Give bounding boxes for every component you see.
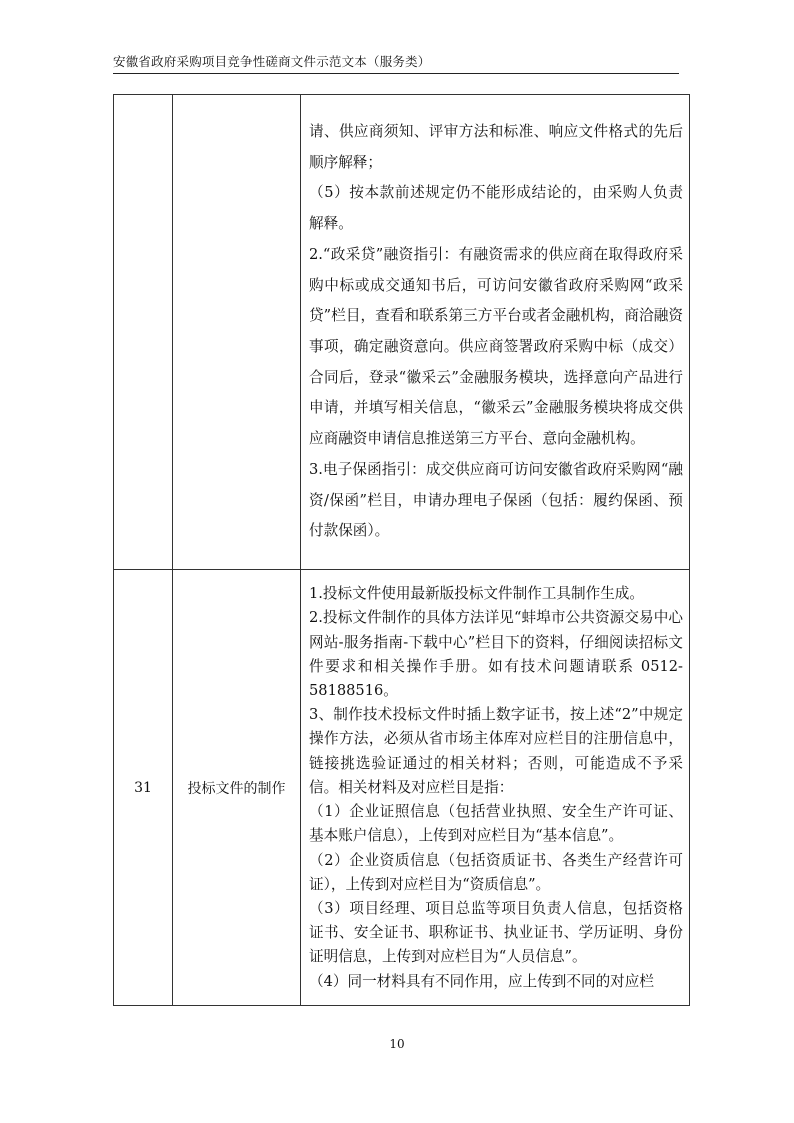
row-number-cell [114, 95, 173, 570]
content-paragraph: 2.投标文件制作的具体方法详见“蚌埠市公共资源交易中心网站-服务指南-下载中心”栏目下的资料，仔细阅读招标文件要求和相关操作手册。如有技术问题请联系 0512-58188516。 [309, 609, 683, 700]
content-paragraph: 3.电子保函指引：成交供应商可访问安徽省政府采购网“融资/保函”栏目，申请办理电子保函（包括：履约保函、预付款保函）。 [309, 460, 683, 540]
content-paragraph: 1.投标文件使用最新版投标文件制作工具制作生成。 [309, 585, 644, 603]
row-content-cell [301, 570, 690, 1006]
content-paragraph: （1）企业证照信息（包括营业执照、安全生产许可证、基本账户信息），上传到对应栏目为“基本信息”。 [309, 803, 683, 845]
content-paragraph: （2）企业资质信息（包括资质证书、各类生产经营许可证），上传到对应栏目为“资质信息”。 [309, 851, 683, 893]
content-paragraph: 2.“政采贷”融资指引：有融资需求的供应商在取得政府采购中标或成交通知书后，可访问安徽省政府采购网“政采贷”栏目，查看和联系第三方平台或者金融机构，商洽融资事项，确定融资意向。供应商签署政府采购中标（成交）合同后，登录“徽采云”金融服务模块，选择意向产品进行申请，并填写相关信息，“徽采云”金融服务模块将成交供应商融资申请信息推送第三方平台、意向金融机构。 [309, 245, 683, 448]
table-row [114, 570, 690, 1006]
row-item-cell: 投标文件的制作 [173, 570, 301, 1006]
content-paragraph: （4）同一材料具有不同作用，应上传到不同的对应栏 [309, 972, 654, 990]
running-header: 安徽省政府采购项目竞争性磋商文件示范文本（服务类） [113, 54, 431, 69]
header-rule [113, 73, 679, 74]
content-paragraph: 请、供应商须知、评审方法和标准、响应文件格式的先后顺序解释； [309, 123, 683, 171]
page-number: 10 [389, 1037, 405, 1051]
row-item-cell [173, 95, 301, 570]
content-paragraph: （5）按本款前述规定仍不能形成结论的，由采购人负责解释。 [309, 184, 683, 233]
content-paragraph: （3）项目经理、项目总监等项目负责人信息，包括资格证书、安全证书、职称证书、执业证书、学历证明、身份证明信息，上传到对应栏目为“人员信息”。 [309, 899, 683, 966]
table-row [114, 95, 690, 570]
row-content-cell [301, 95, 690, 570]
clause-table [113, 94, 690, 1006]
row-number-cell: 31 [114, 570, 173, 1006]
content-paragraph: 3、制作技术投标文件时插上数字证书，按上述“2”中规定操作方法，必须从省市场主体库对应栏目的注册信息中，链接挑选验证通过的相关材料；否则，可能造成不予采信。相关材料及对应栏目是指： [309, 706, 683, 796]
